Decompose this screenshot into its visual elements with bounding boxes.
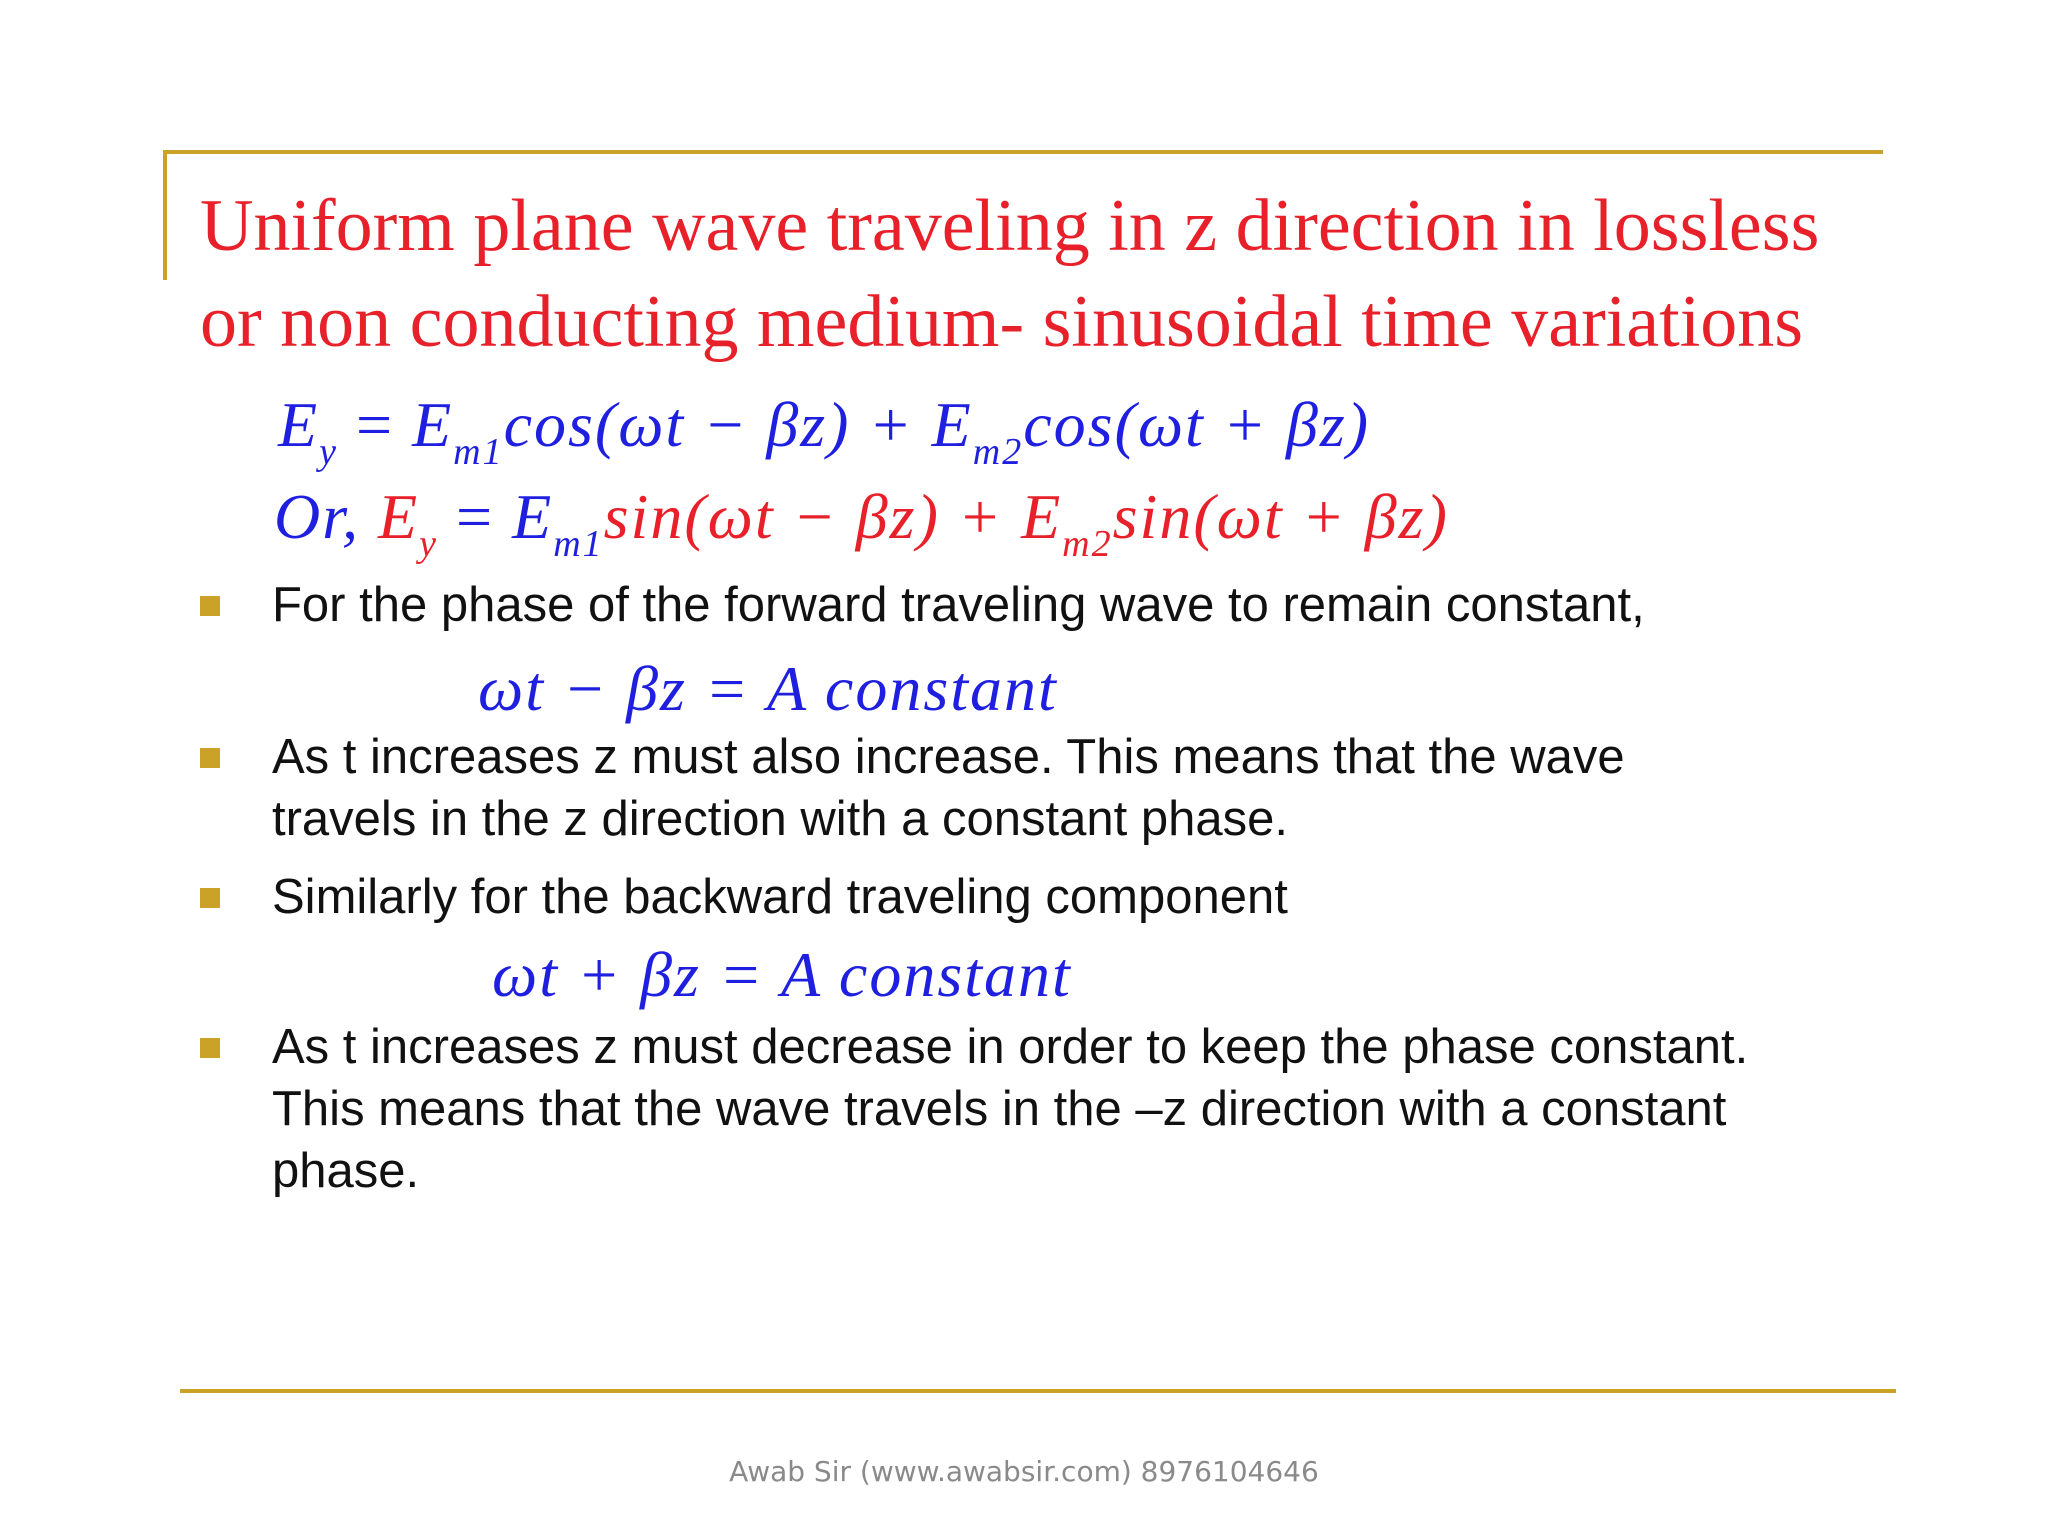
eq1-term2-fn: cos(ωt + βz) — [1023, 389, 1371, 460]
eq2-term1: E — [512, 481, 554, 552]
eq1-equals: = — [337, 389, 413, 460]
left-rule — [163, 150, 167, 280]
title-line-2: or non conducting medium- sinusoidal time variations — [200, 281, 1804, 363]
eq1-term2: E — [931, 389, 973, 460]
eq1-lhs-sub: y — [319, 431, 338, 473]
eq2-equals: = — [438, 481, 513, 552]
equation-forward-constant: ωt − βz = A constant — [478, 653, 1058, 724]
bullet-square-icon — [200, 888, 220, 908]
equation-backward-constant: ωt + βz = A constant — [492, 939, 1072, 1010]
footer-credit: Awab Sir (www.awabsir.com) 8976104646 — [729, 1455, 1319, 1488]
eq1-term2-sub: m2 — [972, 431, 1024, 473]
bullet-square-icon — [200, 1038, 220, 1058]
eq2-lhs-sub: y — [419, 523, 438, 565]
bullet-text: As t increases z must also increase. This means that the wave travels in the z direction with a constant phase. — [272, 730, 1625, 846]
eq1-term1: E — [412, 389, 454, 460]
bullet-text: As t increases z must decrease in order to keep the phase constant. This means that the wave travels in the –z direction with a constant phase. — [272, 1020, 1749, 1198]
bullet-square-icon — [200, 748, 220, 768]
eq1-term1-sub: m1 — [453, 431, 504, 473]
eq2-term1-sub: m1 — [553, 523, 604, 565]
eq2-prefix: Or, — [274, 481, 379, 552]
eq2-term2-fn: sin(ωt + βz) — [1112, 481, 1449, 552]
top-rule — [163, 150, 1883, 154]
bullet-square-icon — [200, 596, 220, 616]
equation-sin — [274, 480, 1449, 565]
equation-cos — [278, 388, 1371, 473]
eq2-term2-sub: m2 — [1062, 523, 1113, 565]
eq2-term2: E — [1021, 481, 1063, 552]
eq2-term1-fn: sin(ωt − βz) + — [603, 481, 1022, 552]
bullet-text: Similarly for the backward traveling component — [272, 870, 1288, 924]
slide-title — [200, 178, 1900, 370]
eq1-lhs: E — [278, 389, 320, 460]
bullet-text: For the phase of the forward traveling wave to remain constant, — [272, 578, 1645, 632]
title-line-1: Uniform plane wave traveling in z direction in lossless — [200, 185, 1820, 267]
eq1-term1-fn: cos(ωt − βz) + — [503, 389, 932, 460]
bottom-rule — [180, 1389, 1896, 1393]
eq2-lhs: E — [378, 481, 420, 552]
